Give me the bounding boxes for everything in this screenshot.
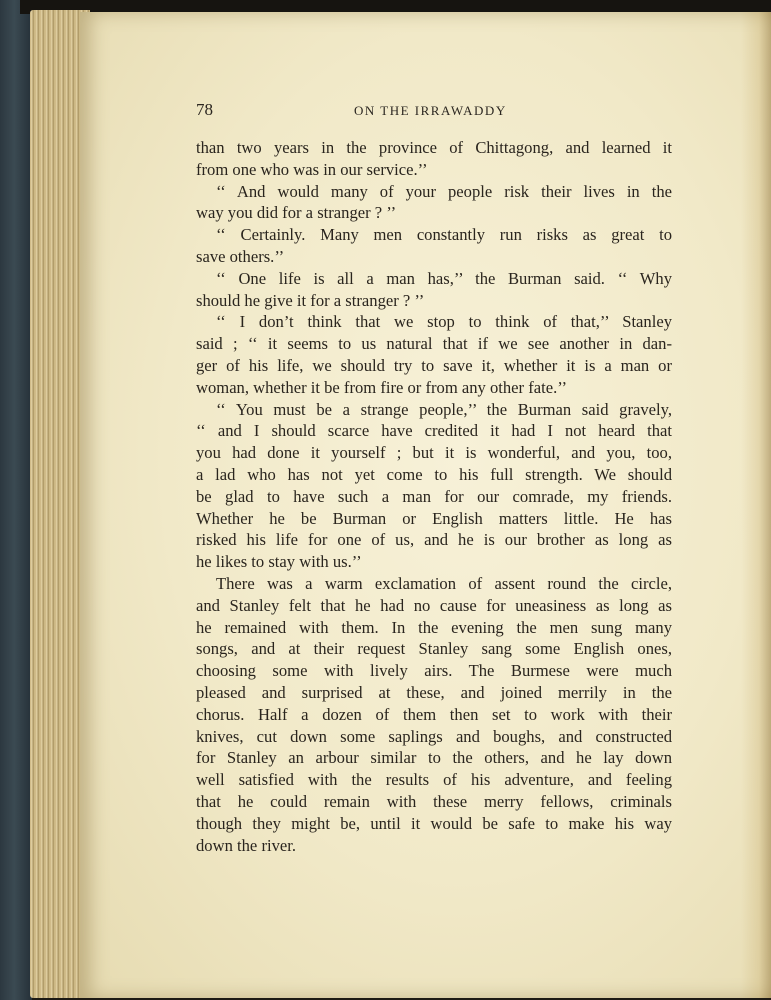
text-line: save others.’’ <box>196 246 285 266</box>
text-line: should he give it for a stranger ? ’’ <box>196 290 425 310</box>
text-line: you had done it yourself ; but it is wonderful, and you, too, <box>196 443 672 463</box>
book-binding <box>0 0 32 1000</box>
text-line: ‘‘ You must be a strange people,’’ the Burman said gravely, <box>216 399 672 419</box>
text-line: be glad to have such a man for our comrade, my friends. <box>196 486 672 506</box>
body-text <box>196 137 672 856</box>
text-line: a lad who has not yet come to his full strength. We should <box>196 464 672 484</box>
text-line: he remained with them. In the evening the men sung many <box>196 617 672 637</box>
text-line: and Stanley felt that he had no cause for uneasiness as long as <box>196 595 672 615</box>
page-number: 78 <box>196 100 213 119</box>
text-line: choosing some with lively airs. The Burmese were much <box>196 661 672 681</box>
running-head: ON THE IRRAWADDY <box>354 103 507 118</box>
text-line: ‘‘ One life is all a man has,’’ the Burman said. ‘‘ Why <box>216 268 672 288</box>
text-line: ‘‘ I don’t think that we stop to think of that,’’ Stanley <box>216 312 672 332</box>
text-line: from one who was in our service.’’ <box>196 159 428 179</box>
text-line: ‘‘ And would many of your people risk their lives in the <box>216 181 672 201</box>
text-line: well satisfied with the results of his adventure, and feeling <box>196 770 672 790</box>
text-line: down the river. <box>196 835 296 855</box>
text-line: woman, whether it be from fire or from any other fate.’’ <box>196 377 568 397</box>
text-line: ‘‘ and I should scarce have credited it had I not heard that <box>196 421 672 441</box>
text-line: There was a warm exclamation of assent round the circle, <box>216 573 672 593</box>
text-line: ‘‘ Certainly. Many men constantly run risks as great to <box>216 225 672 245</box>
page-shadow <box>741 12 771 998</box>
text-line: songs, and at their request Stanley sang some English ones, <box>196 639 672 659</box>
text-line: though they might be, until it would be safe to make his way <box>196 813 672 833</box>
text-line: for Stanley an arbour similar to the others, and he lay down <box>196 748 672 768</box>
text-line: way you did for a stranger ? ’’ <box>196 203 397 223</box>
text-line: he likes to stay with us.’’ <box>196 552 362 572</box>
text-line: knives, cut down some saplings and boughs, and constructed <box>196 726 672 746</box>
text-line: than two years in the province of Chittagong, and learned it <box>196 138 672 157</box>
text-line: chorus. Half a dozen of them then set to work with their <box>196 704 672 724</box>
text-line: Whether he be Burman or English matters little. He has <box>196 508 672 528</box>
text-line: ger of his life, we should try to save it, whether it is a man or <box>196 355 672 375</box>
text-line: risked his life for one of us, and he is our brother as long as <box>196 530 672 550</box>
text-line: that he could remain with these merry fellows, criminals <box>196 791 672 811</box>
text-line: pleased and surprised at these, and joined merrily in the <box>196 682 672 702</box>
page-header <box>196 100 672 124</box>
text-line: said ; ‘‘ it seems to us natural that if we see another in dan- <box>196 334 672 354</box>
